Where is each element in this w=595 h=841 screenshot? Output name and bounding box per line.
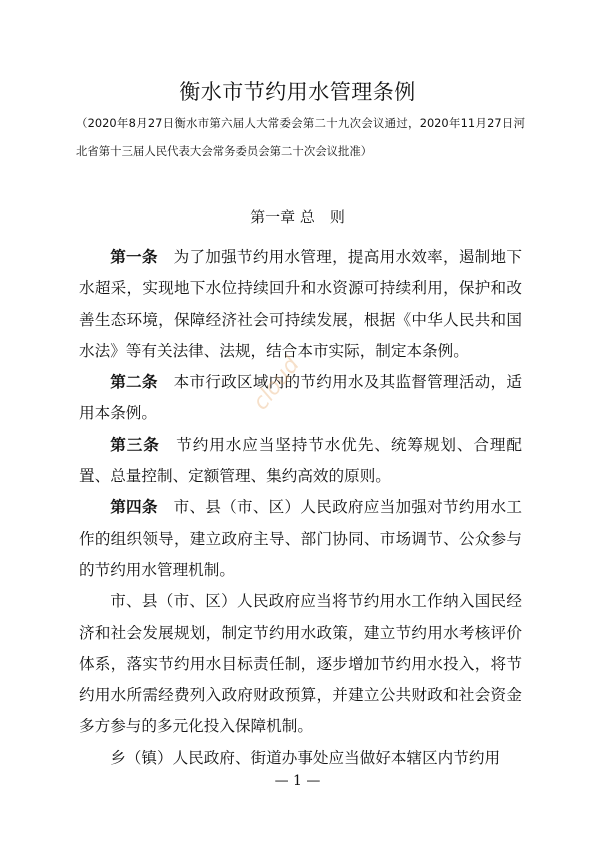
- watermark-logo: cloud: [248, 352, 305, 415]
- page-number: — 1 —: [274, 773, 321, 789]
- body-paragraph: [79, 743, 522, 774]
- article-number: 第四条: [110, 498, 158, 517]
- document-title: 衡水市节约用水管理条例: [179, 80, 416, 104]
- article-paragraph: [79, 430, 522, 493]
- paragraph-text: 市、县（市、区）人民政府应当将节约用水工作纳入国民经济和社会发展规划，制定节约用水政策，建立节约用水考核评价体系，落实节约用水目标责任制，逐步增加节约用水投入，将节约用水所需经费列入政府财政预算，并建立公共财政和社会资金多方参与的多元化投入保障机制。: [79, 592, 522, 736]
- article-number: 第三条: [110, 435, 160, 454]
- article-text: 节约用水应当坚持节水优先、统筹规划、合理配置、总量控制、定额管理、集约高效的原则。: [79, 435, 522, 486]
- body-paragraph: [79, 586, 522, 742]
- article-paragraph: [79, 242, 522, 367]
- document-subtitle: （2020年8月27日衡水市第六届人大常委会第二十九次会议通过，2020年11月27日河北省第十三届人民代表大会常务委员会第二十次会议批准）: [76, 116, 525, 158]
- chapter-heading: 第一章 总 则: [250, 208, 345, 226]
- article-paragraph: [79, 492, 522, 586]
- article-text: 本市行政区域内的节约用水及其监督管理活动，适用本条例。: [79, 373, 522, 423]
- article-number: 第二条: [110, 373, 158, 392]
- paragraph-text: 乡（镇）人民政府、街道办事处应当做好本辖区内节约用: [110, 748, 501, 767]
- article-number: 第一条: [110, 248, 158, 266]
- article-paragraph: [79, 367, 522, 430]
- document-body: [79, 242, 522, 774]
- article-text: 为了加强节约用水管理，提高用水效率，遏制地下水超采，实现地下水位持续回升和水资源可持续利用，保护和改善生态环境，保障经济社会可持续发展，根据《中华人民共和国水法》等有关法律、法规，结合本市实际，制定本条例。: [79, 248, 522, 360]
- article-text: 市、县（市、区）人民政府应当加强对节约用水工作的组织领导，建立政府主导、部门协同、市场调节、公众参与的节约用水管理机制。: [79, 498, 522, 579]
